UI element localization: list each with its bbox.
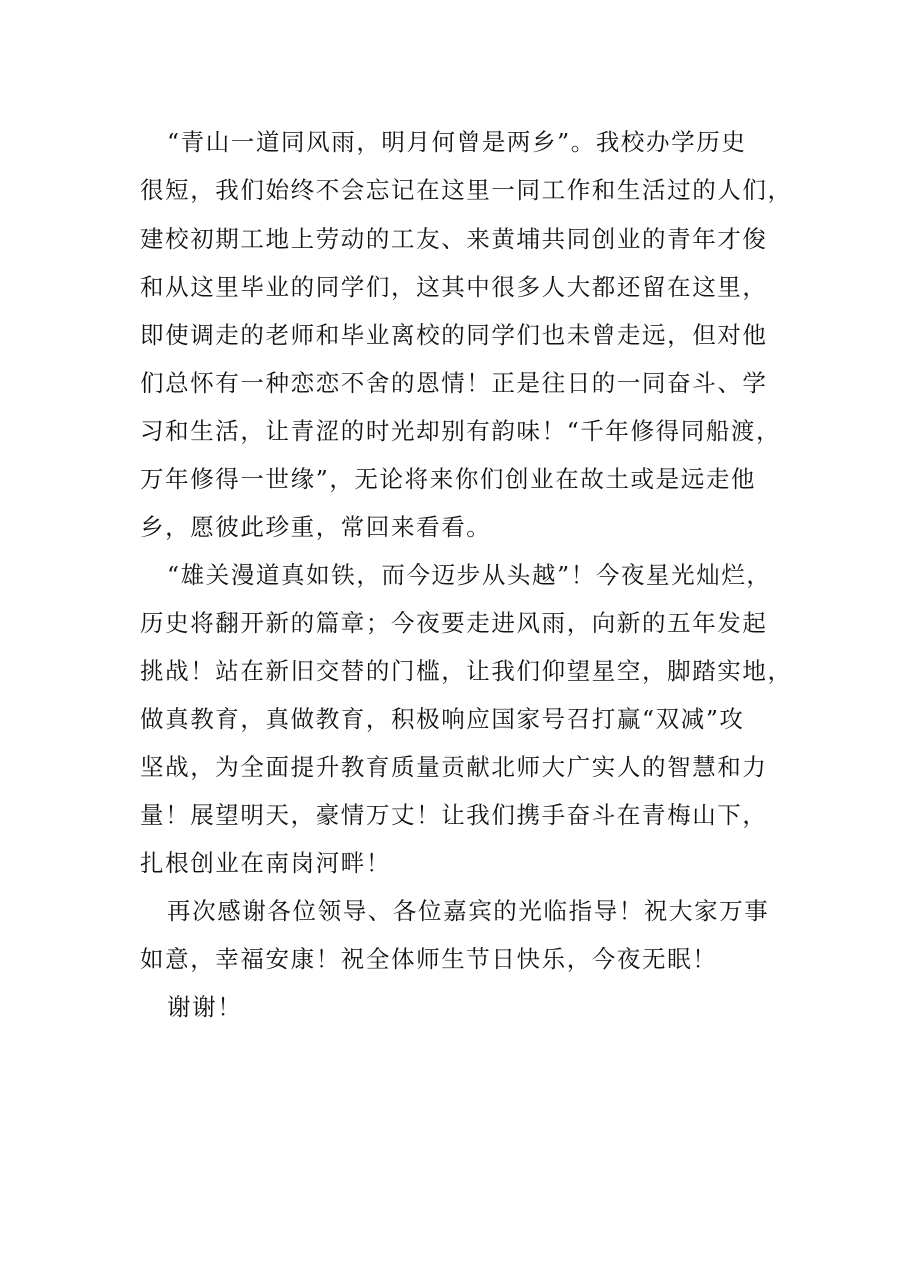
text-line: 做真教育，真做教育，积极响应国家号召打赢“双减”攻 xyxy=(140,705,745,733)
text-line: 习和生活，让青涩的时光却别有韵味！“千年修得同船渡， xyxy=(140,417,782,445)
text-line: 扎根创业在南岗河畔！ xyxy=(140,849,391,877)
text-line: 即使调走的老师和毕业离校的同学们也未曾走远，但对他 xyxy=(140,321,768,349)
text-line: 如意，幸福安康！祝全体师生节日快乐，今夜无眠！ xyxy=(140,945,718,973)
text-line: 建校初期工地上劳动的工友、来黄埔共同创业的青年才俊 xyxy=(140,225,768,253)
text-line: “青山一道同风雨，明月何曾是两乡”。我校办学历史 xyxy=(167,128,747,156)
text-line: 谢谢！ xyxy=(167,993,243,1021)
text-line: 乡，愿彼此珍重，常回来看看。 xyxy=(140,513,492,541)
text-line: 再次感谢各位领导、各位嘉宾的光临指导！祝大家万事 xyxy=(167,897,770,925)
text-line: 们总怀有一种恋恋不舍的恩情！正是往日的一同奋斗、学 xyxy=(140,369,768,397)
text-line: 量！展望明天，豪情万丈！让我们携手奋斗在青梅山下， xyxy=(140,801,768,829)
text-line: 和从这里毕业的同学们，这其中很多人大都还留在这里， xyxy=(140,273,768,301)
text-line: 很短，我们始终不会忘记在这里一同工作和生活过的人们， xyxy=(140,176,793,204)
text-line: 历史将翻开新的篇章；今夜要走进风雨，向新的五年发起 xyxy=(140,609,768,637)
text-line: 坚战，为全面提升教育质量贡献北师大广实人的智慧和力 xyxy=(140,753,768,781)
text-line: 万年修得一世缘”，无论将来你们创业在故土或是远走他 xyxy=(140,465,757,493)
text-line: “雄关漫道真如铁，而今迈步从头越”！今夜星光灿烂， xyxy=(167,561,772,589)
text-line: 挑战！站在新旧交替的门槛，让我们仰望星空，脚踏实地， xyxy=(140,657,793,685)
